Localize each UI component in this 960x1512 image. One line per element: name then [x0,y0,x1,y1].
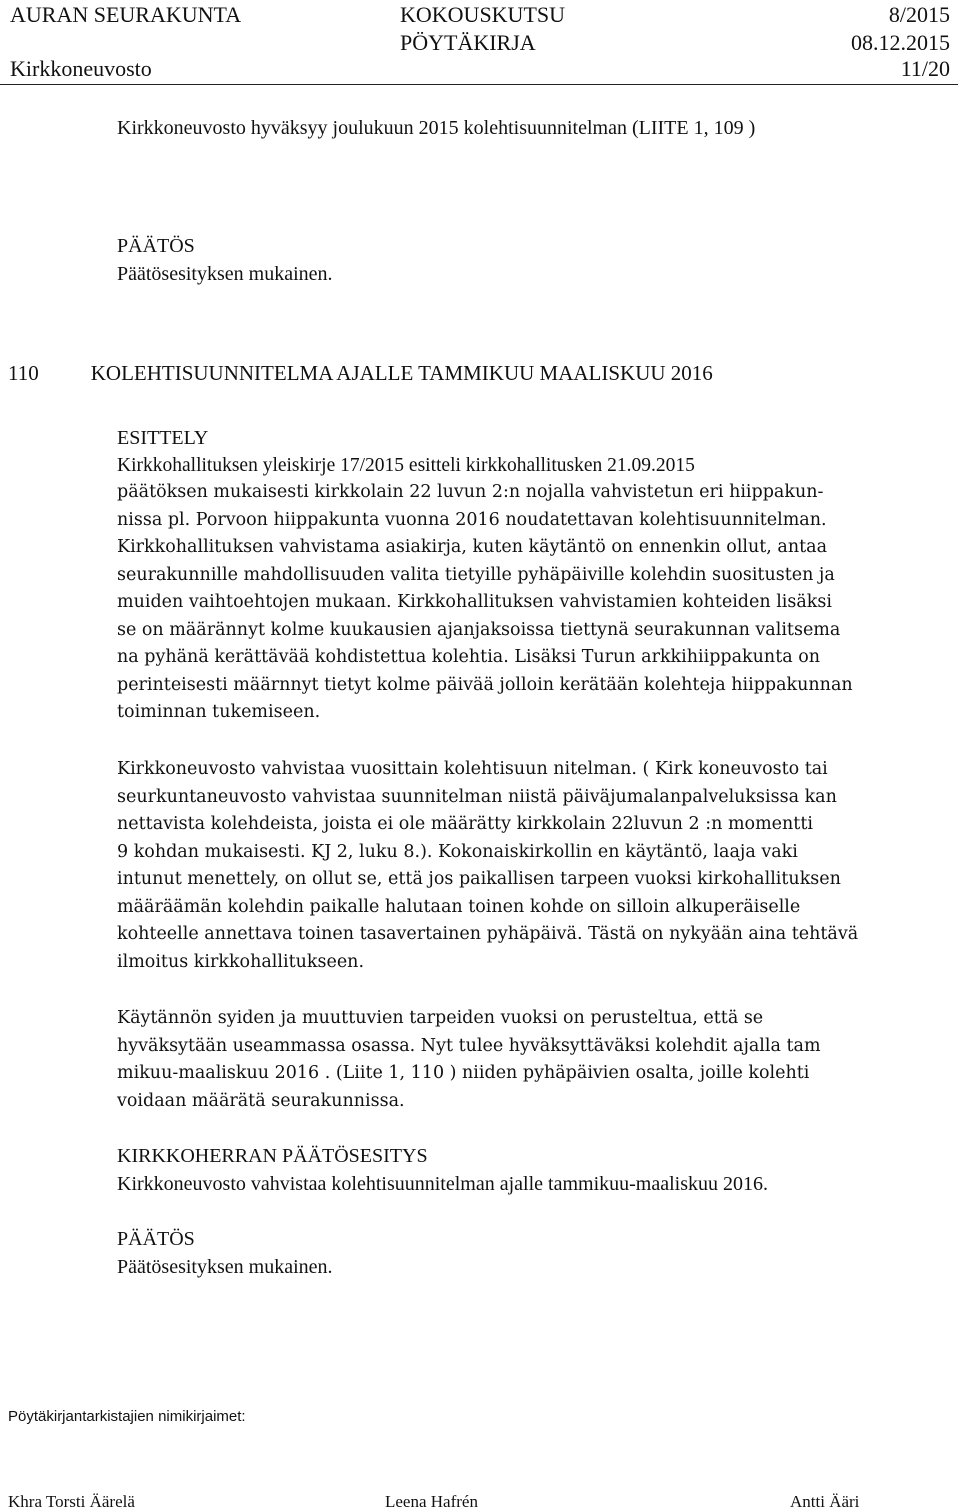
text-line: määräämän kolehdin paikalle halutaan toinen kohde on silloin alkuperäiselle [117,896,801,917]
header-row-3 [10,54,950,84]
header-doc-type-2: PÖYTÄKIRJA [400,30,536,55]
text-line: na pyhänä kerättävää kohdistettua kolehtia. Lisäksi Turun arkkihiippakunta on [117,647,821,667]
decision-text: Päätösesityksen mukainen. [117,263,333,285]
text-line: nettavista kolehdeista, joista ei ole määrätty kirkkolain 22luvun 2 :n momentti [117,814,813,834]
signer-2: Leena Hafrén [385,1492,478,1511]
text-line: muiden vaihtoehtojen mukaan. Kirkkohallituksen vahvistamien kohteiden lisäksi [117,592,832,612]
paragraph-3 [117,1005,957,1115]
section-title: KOLEHTISUUNNITELMA AJALLE TAMMIKUU MAALISKUU 2016 [90,361,713,385]
text-line: Kirkkohallituksen vahvistama asiakirja, kuten käytäntö on ennenkin ollut, antaa [117,537,828,557]
text-line: voidaan määrätä seurakunnissa. [117,1090,405,1111]
decision-heading: PÄÄTÖS [117,235,195,257]
section-number: 110 [8,361,39,385]
header-body-name: Kirkkoneuvosto [10,56,152,81]
header-doc-type-1: KOKOUSKUTSU [400,2,566,27]
text-line: kohteelle annettava toinen tasavertainen pyhäpäivä. Tästä on nykyään aina tehtävä [117,924,859,944]
text-line: nissa pl. Porvoon hiippakunta vuonna 2016 noudatettavan kolehtisuunnitelman. [117,509,827,530]
paragraph-2 [117,756,957,976]
text-line: Käytännön syiden ja muuttuvien tarpeiden vuoksi on perusteltua, että se [117,1008,764,1028]
header-date: 08.12.2015 [851,30,950,55]
text-line: se on määrännyt kolme kuukausien ajanjaksoissa tiettynä seurakunnan valitsema [117,619,841,640]
presentation-first-line: Kirkkohallituksen yleiskirje 17/2015 esitteli kirkkohallitusken 21.09.2015 [117,455,695,476]
text-line: toiminnan tukemiseen. [117,702,321,722]
text-line: perinteisesti määrnnyt tietyt kolme päivää jolloin kerätään kolehteja hiippakunnan [117,674,853,695]
decision-2-text: Päätösesityksen mukainen. [117,1256,333,1278]
header-row-1 [10,0,950,30]
signer-3: Antti Ääri [790,1492,860,1511]
text-line: Kirkkoneuvosto vahvistaa vuosittain kolehtisuun nitelman. ( Kirk koneuvosto tai [117,759,828,779]
header-number: 8/2015 [888,2,950,27]
intro-text: Kirkkoneuvosto hyväksyy joulukuun 2015 kolehtisuunnitelman (LIITE 1, 109 ) [117,117,756,139]
text-line: päätöksen mukaisesti kirkkolain 22 luvun 2:n nojalla vahvistetun eri hiippakun- [117,482,824,502]
section-heading [8,358,713,388]
text-line: intunut menettely, on ollut se, että jos paikallisen tarpeen vuoksi kirkohallituksen [117,869,841,889]
text-line: 9 kohdan mukaisesti. KJ 2, luku 8.). Kokonaiskirkollin en käytäntö, laaja vaki [117,841,798,862]
text-line: seurakunnille mahdollisuuden valita tietyille pyhäpäiville kolehdin suositusten ja [117,564,835,585]
presentation-heading: ESITTELY [117,427,209,449]
signer-1: Khra Torsti Äärelä [8,1492,135,1511]
header-divider [0,84,958,85]
text-line: mikuu-maaliskuu 2016 . (Liite 1, 110 ) niiden pyhäpäivien osalta, joille kolehti [117,1063,810,1083]
decision-2-heading: PÄÄTÖS [117,1228,195,1250]
text-line: seurkuntaneuvosto vahvistaa suunnitelman niistä päiväjumalanpalveluksissa kan [117,786,837,807]
text-line: hyväksytään useammassa osassa. Nyt tulee hyväksyttäväksi kolehdit ajalla tam [117,1035,821,1056]
text-line: ilmoitus kirkkohallitukseen. [117,951,365,972]
proposal-heading: KIRKKOHERRAN PÄÄTÖSESITYS [117,1145,428,1167]
proposal-text: Kirkkoneuvosto vahvistaa kolehtisuunnitelman ajalle tammikuu-maaliskuu 2016. [117,1173,768,1195]
header-org: AURAN SEURAKUNTA [10,2,242,27]
presentation-paragraph [117,479,957,727]
initials-label: Pöytäkirjantarkistajien nimikirjaimet: [8,1408,246,1425]
header-page-number: 11/20 [900,56,950,81]
